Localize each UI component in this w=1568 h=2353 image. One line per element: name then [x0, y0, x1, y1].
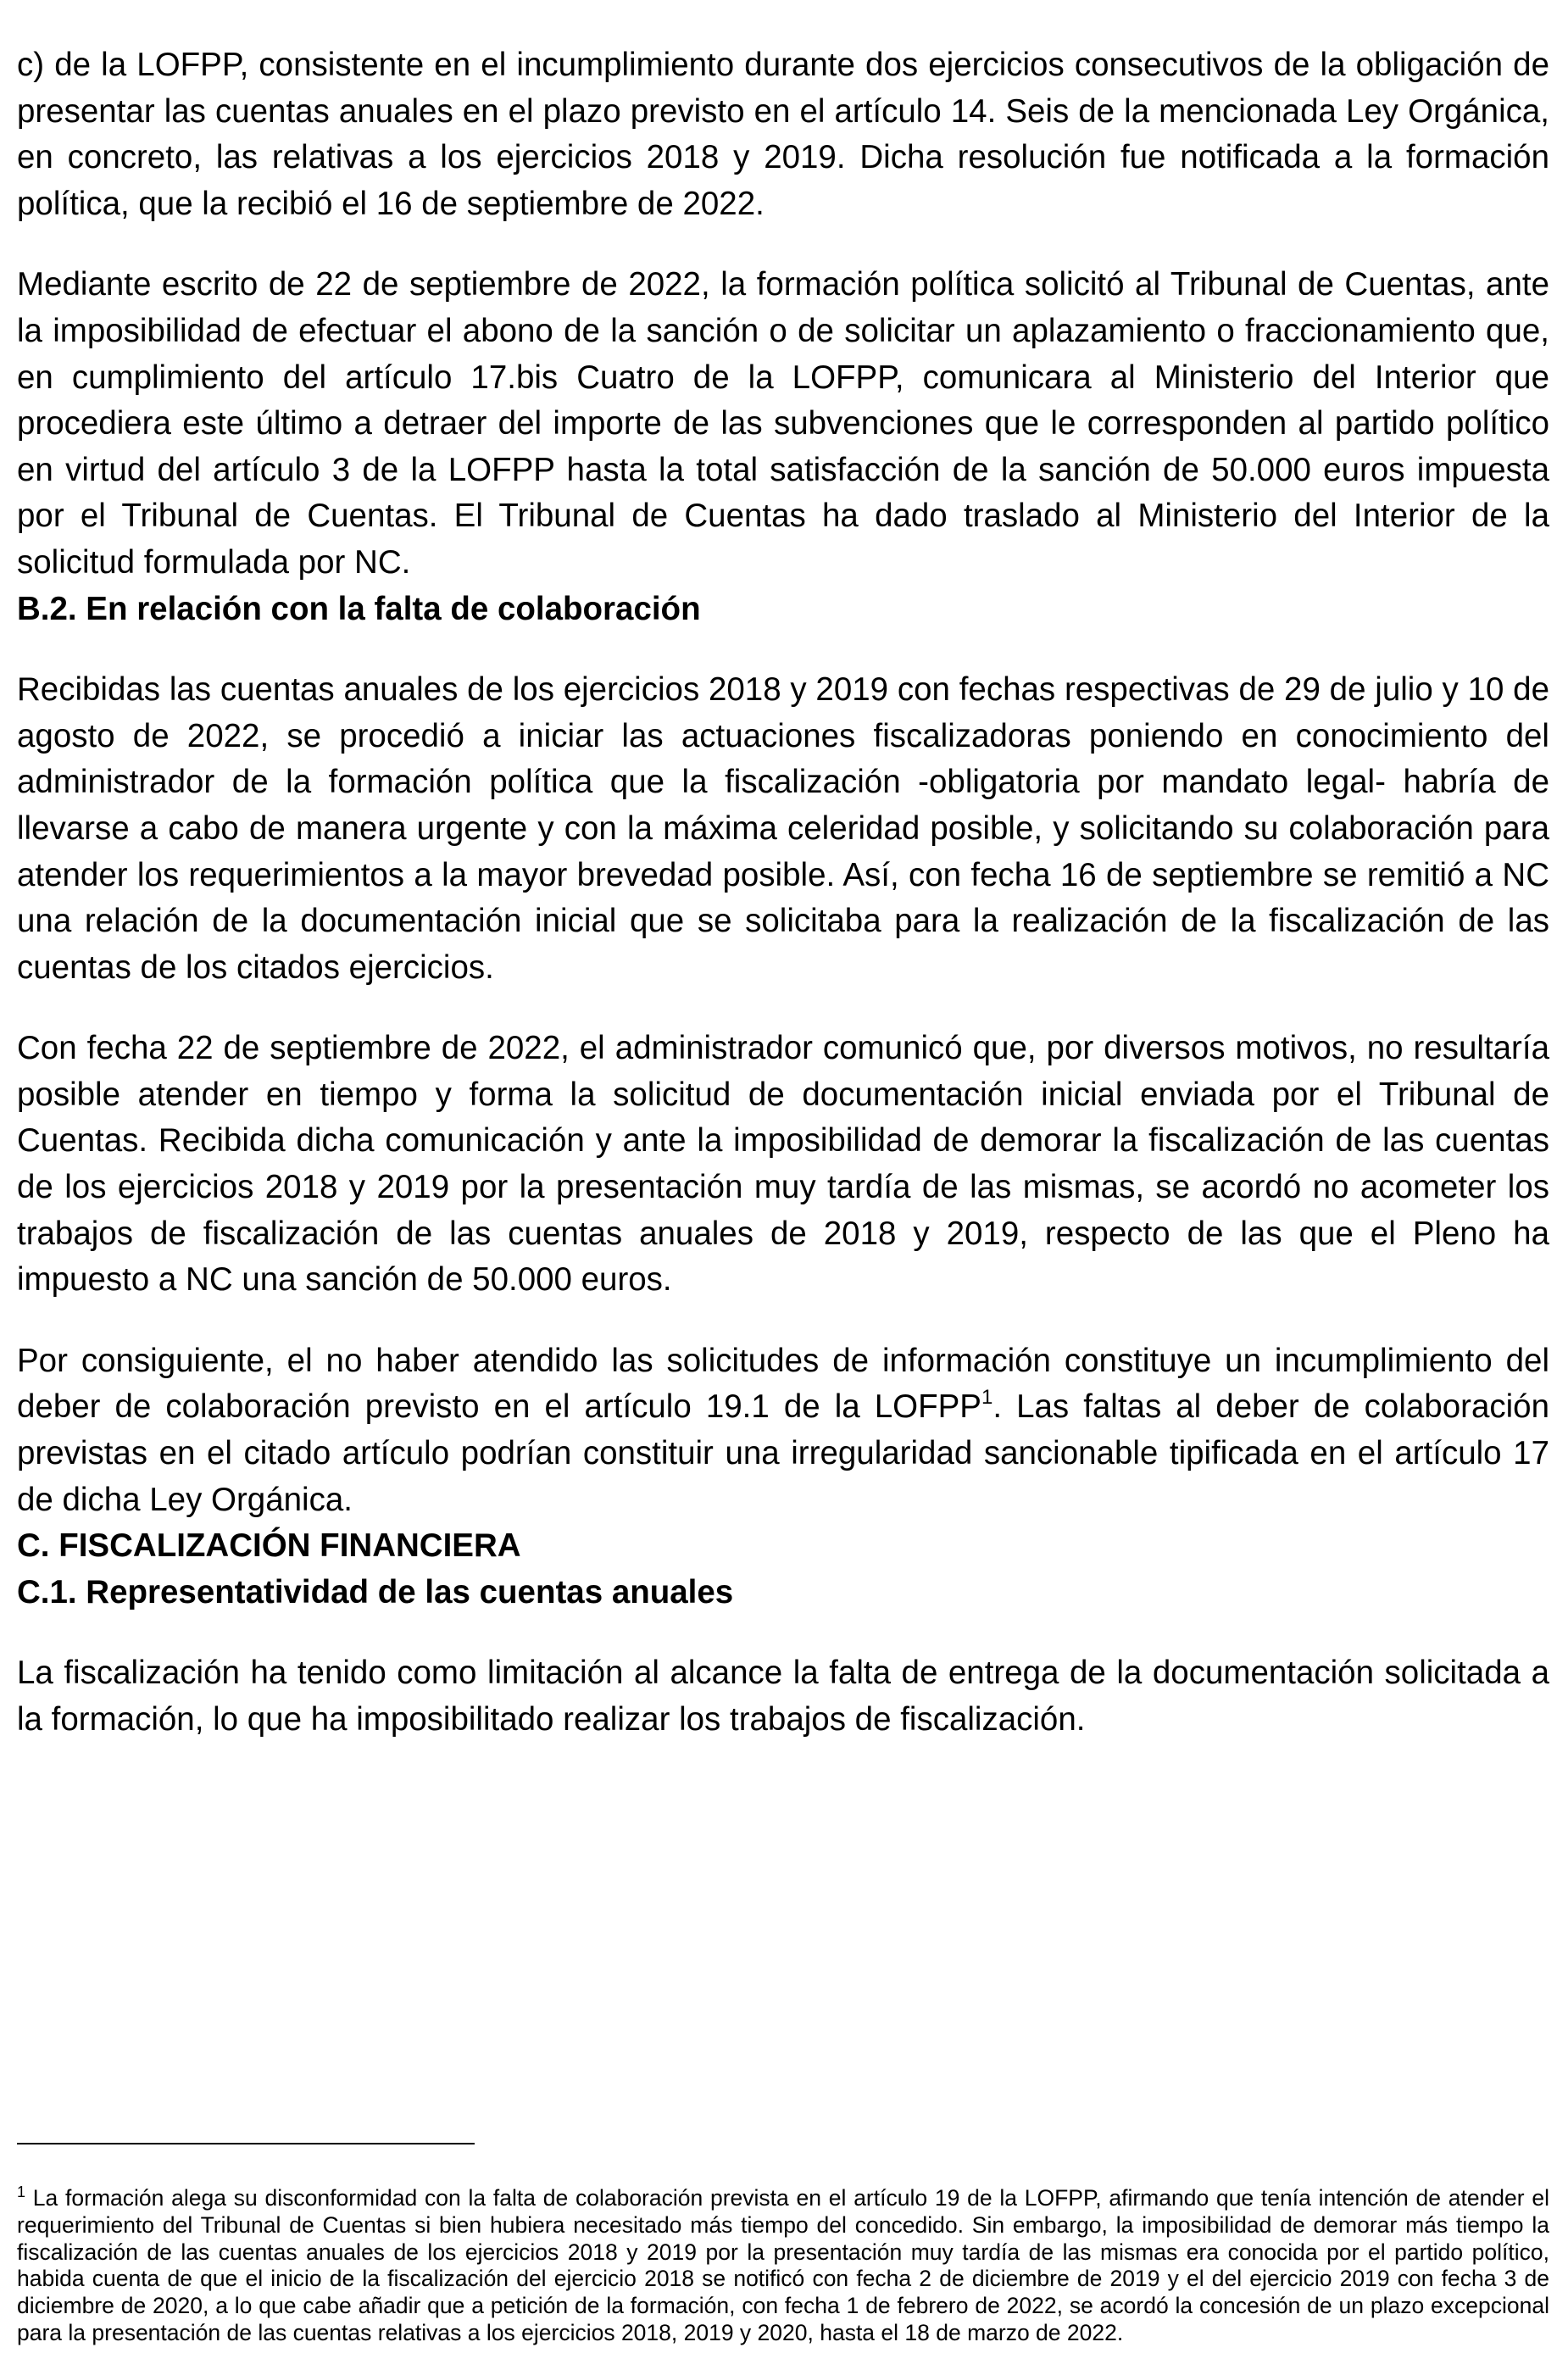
footnote-number: 1 — [17, 2183, 26, 2200]
paragraph-text-start: Por consiguiente, el no haber atendido las solicitudes de información constituye un incumplimiento del deber de colaboración previsto en el artículo 19.1 de la LOFPP — [17, 1342, 1549, 1426]
paragraph-collaboration-breach — [17, 1338, 1549, 1523]
paragraph-text-end: . Las faltas al deber de colaboración previstas en el citado artículo podrían constituir una irregularidad sancionable tipificada en el artículo 17 de dicha Ley Orgánica. — [17, 1388, 1549, 1518]
paragraph-sanction-resolution: c) de la LOFPP, consistente en el incumplimiento durante dos ejercicios consecutivos de la obligación de presentar las cuentas anuales en el plazo previsto en el artículo 14. Seis de la mencionada Ley Orgánica, en concreto, las relativas a los ejercicios 2018 y 2019. Dicha resolución fue notificada a la formación política, que la recibió el 16 de septiembre de 2022. — [17, 47, 1549, 222]
heading-c1: C.1. Representatividad de las cuentas anuales — [17, 1573, 734, 1610]
heading-c: C. FISCALIZACIÓN FINANCIERA — [17, 1527, 521, 1565]
paragraph-scope-limitation: La fiscalización ha tenido como limitación al alcance la falta de entrega de la documentación solicitada a la formación, lo que ha imposibilitado realizar los trabajos de fiscalización. — [17, 1655, 1549, 1738]
paragraph-administrator-response: Con fecha 22 de septiembre de 2022, el administrador comunicó que, por diversos motivos, no resultaría posible atender en tiempo y forma la solicitud de documentación inicial enviada por el Tribunal de Cuentas. Recibida dicha comunicación y ante la imposibilidad de demorar la fiscalización de las cuentas de los ejercicios 2018 y 2019 por la presentación muy tardía de las mismas, se acordó no acometer los trabajos de fiscalización de las cuentas anuales de 2018 y 2019, respecto de las que el Pleno ha impuesto a NC una sanción de 50.000 euros. — [17, 1030, 1549, 1299]
paragraph-accounts-received: Recibidas las cuentas anuales de los ejercicios 2018 y 2019 con fechas respectivas de 29 de julio y 10 de agosto de 2022, se procedió a iniciar las actuaciones fiscalizadoras poniendo en conocimiento del administrador de la formación política que la fiscalización -obligatoria por mandato legal- habría de llevarse a cabo de manera urgente y con la máxima celeridad posible, y solicitando su colaboración para atender los requerimientos a la mayor brevedad posible. Así, con fecha 16 de septiembre se remitió a NC una relación de la documentación inicial que se solicitaba para la realización de la fiscalización de las cuentas de los citados ejercicios. — [17, 671, 1549, 986]
heading-b2: B.2. En relación con la falta de colaboración — [17, 590, 701, 627]
paragraph-payment-request: Mediante escrito de 22 de septiembre de 2022, la formación política solicitó al Tribunal de Cuentas, ante la imposibilidad de efectuar el abono de la sanción o de solicitar un aplazamiento o fraccionamiento que, en cumplimiento del artículo 17.bis Cuatro de la LOFPP, comunicara al Ministerio del Interior que procediera este último a detraer del importe de las subvenciones que le corresponden al partido político en virtud del artículo 3 de la LOFPP hasta la total satisfacción de la sanción de 50.000 euros impuesta por el Tribunal de Cuentas. El Tribunal de Cuentas ha dado traslado al Ministerio del Interior de la solicitud formulada por NC. — [17, 266, 1549, 581]
footnote-separator — [17, 2143, 475, 2144]
footnote-reference[interactable]: 1 — [981, 1386, 993, 1410]
footnote-text: La formación alega su disconformidad con la falta de colaboración prevista en el artículo 19 de la LOFPP, afirmando que tenía intención de atender el requerimiento del Tribunal de Cuentas si bien hubiera necesitado más tiempo del concedido. Sin embargo, la imposibilidad de demorar más tiempo la fiscalización de las cuentas anuales de los ejercicios 2018 y 2019 por la presentación muy tardía de las mismas era conocida por el partido político, habida cuenta de que el inicio de la fiscalización del ejercicio 2018 se notificó con fecha 2 de diciembre de 2019 y el del ejercicio 2019 con fecha 3 de diciembre de 2020, a lo que cabe añadir que a petición de la formación, con fecha 1 de febrero de 2022, se acordó la concesión de un plazo excepcional para la presentación de las cuentas relativas a los ejercicios 2018, 2019 y 2020, hasta el 18 de marzo de 2022. — [17, 2185, 1549, 2345]
footnote — [17, 2185, 1549, 2347]
document-body — [17, 42, 1549, 1744]
